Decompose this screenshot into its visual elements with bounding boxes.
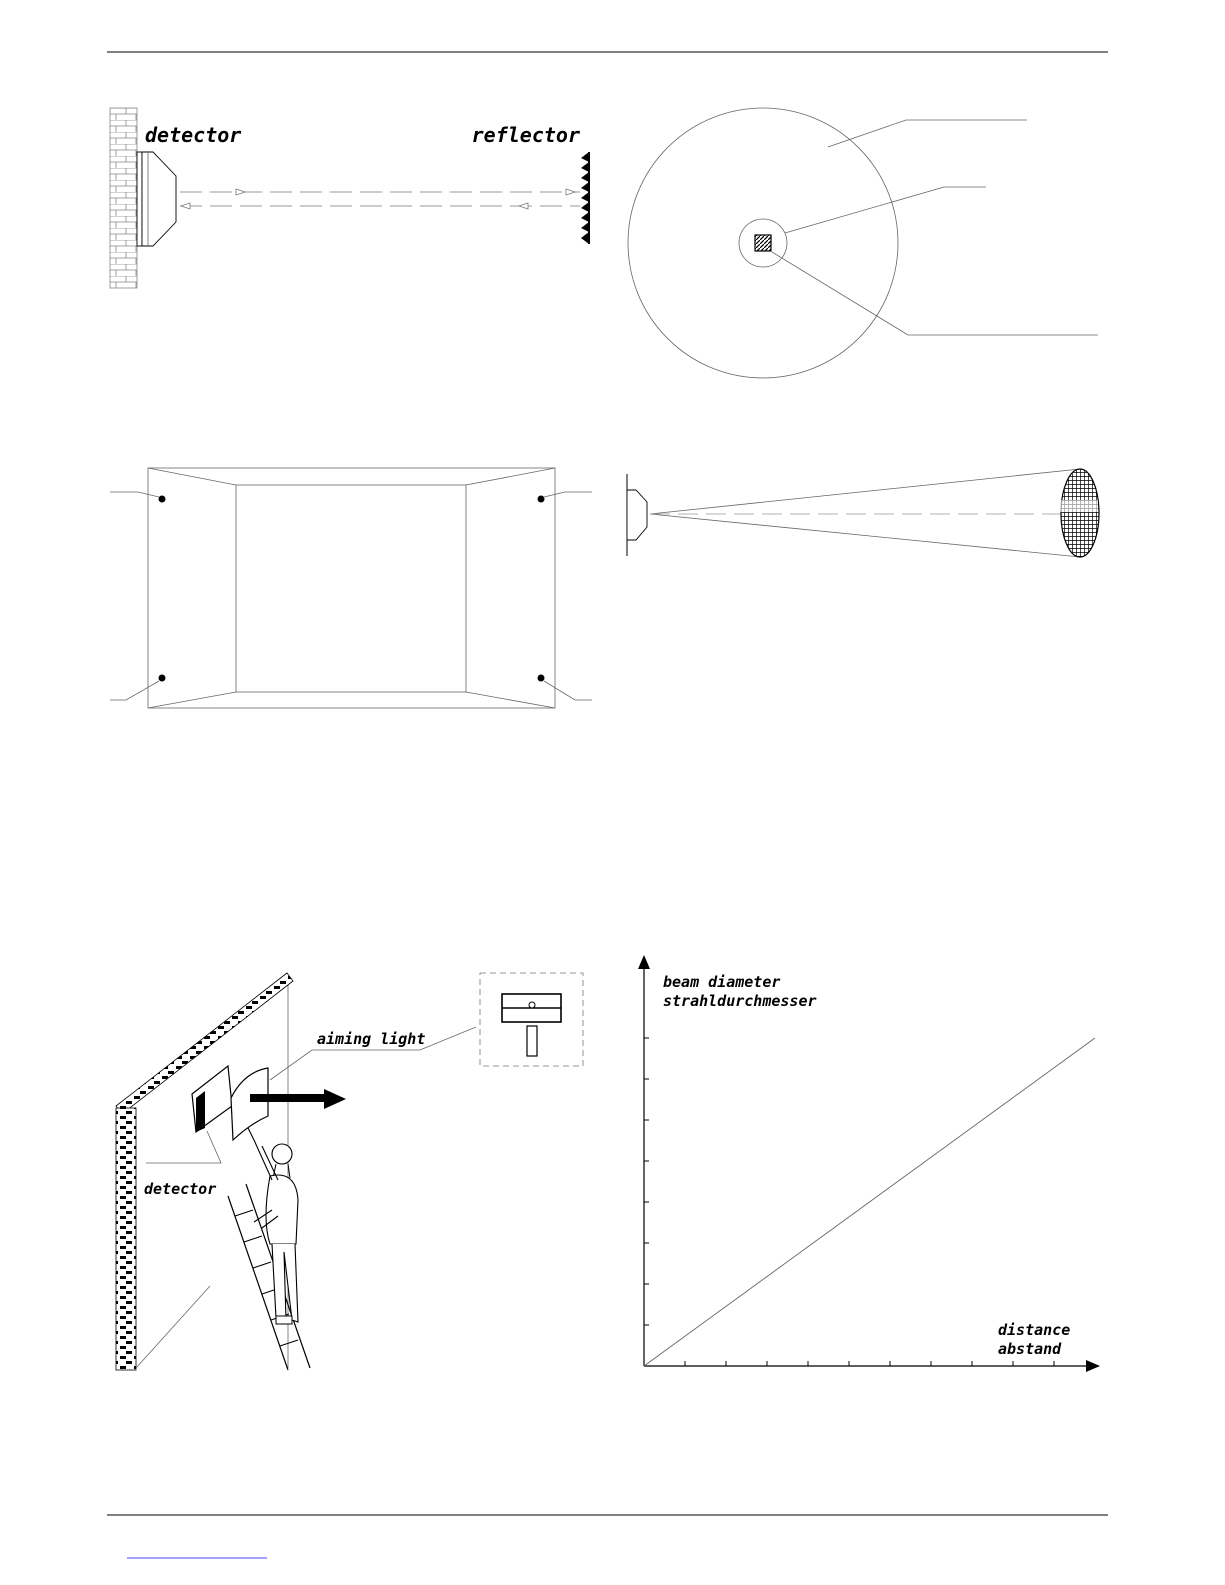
x-label-en: distance — [998, 1321, 1071, 1339]
panel-beam-cone — [627, 469, 1099, 557]
y-label-de: strahldurchmesser — [663, 992, 817, 1010]
x-axis-arrow — [1086, 1360, 1100, 1372]
aiming-arrow — [324, 1089, 346, 1109]
detector-base — [137, 152, 142, 246]
x-label-de: abstand — [998, 1340, 1062, 1358]
wall — [110, 108, 137, 288]
series-line — [644, 1038, 1095, 1366]
aiming-light-unit — [231, 1068, 268, 1140]
reflector-teeth — [581, 152, 589, 244]
wall-side — [116, 1108, 136, 1370]
mount-point-bottom-left — [159, 675, 166, 682]
person-on-ladder — [248, 1128, 298, 1324]
beam-diameter-chart — [638, 955, 1100, 1372]
aiming-light-label: aiming light — [317, 1030, 426, 1048]
detector-body — [142, 152, 176, 246]
cone-detector — [627, 490, 647, 540]
beam-spot — [1061, 469, 1099, 557]
panel-installation — [116, 973, 583, 1370]
mount-point-top-right — [538, 496, 545, 503]
detector-label: detector — [145, 123, 242, 147]
y-axis-arrow — [638, 955, 650, 969]
reflector-label: reflector — [471, 123, 580, 147]
room-back-wall — [236, 485, 466, 692]
mount-point-top-left — [159, 496, 166, 503]
panel-beam-target — [628, 108, 1098, 378]
panel-detector-reflector — [110, 108, 589, 288]
reflector-square — [755, 235, 771, 251]
mount-point-bottom-right — [538, 675, 545, 682]
panel-room — [110, 468, 592, 708]
leader-outer — [828, 120, 1027, 147]
leader-inner — [785, 187, 986, 233]
installation-detector-label: detector — [144, 1180, 217, 1198]
room-outer — [148, 468, 555, 708]
y-label-en: beam diameter — [663, 973, 781, 991]
leader-square — [772, 252, 1098, 335]
